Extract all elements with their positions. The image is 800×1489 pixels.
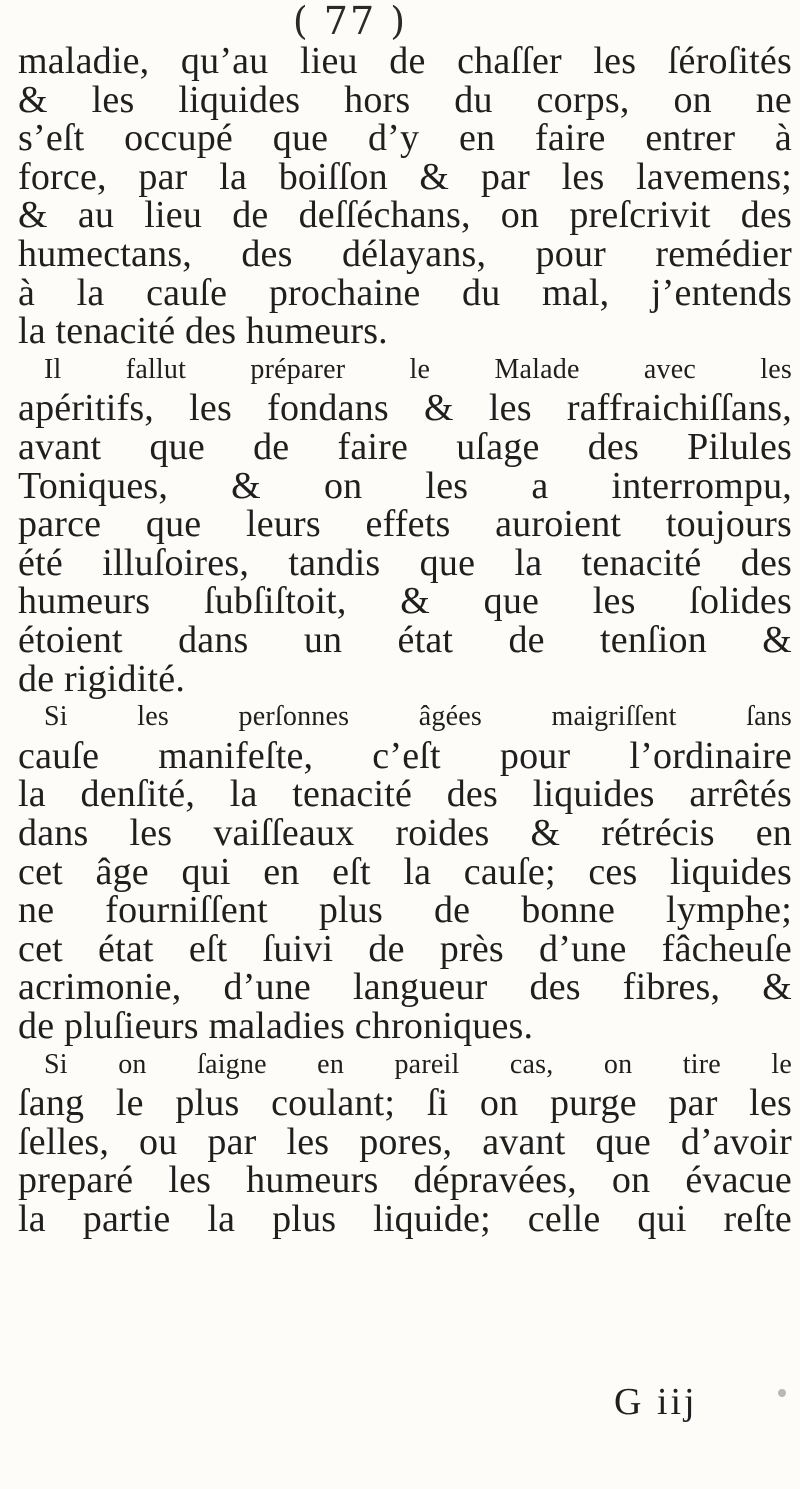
- text-line: acrimonie, d’une langueur des fibres, &: [18, 966, 792, 1009]
- text-line: ſang le plus coulant; ſi on purge par les: [18, 1082, 792, 1125]
- text-line: humeurs ſubſiſtoit, & que les ſolides: [18, 580, 792, 623]
- text-line: force, par la boiſſon & par les lavemens;: [18, 155, 792, 198]
- text-line: parce que leurs effets auroient toujours: [18, 503, 792, 546]
- text-line: étoient dans un état de tenſion &: [18, 619, 792, 661]
- text-line: de pluſieurs maladies chroniques.: [18, 1005, 534, 1047]
- text-line: s’eſt occupé que d’y en faire entrer à: [18, 117, 792, 160]
- text-line: Si les perſonnes âgées maigriſſent ſans: [44, 701, 792, 733]
- text-line: dans les vaiſſeaux roides & rétrécis en: [18, 812, 792, 854]
- text-line: preparé les humeurs dépravées, on évacue: [18, 1159, 792, 1202]
- text-line: ne fourniſſent plus de bonne lymphe;: [18, 889, 792, 932]
- text-line: la denſité, la tenacité des liquides arrêtés: [18, 773, 792, 816]
- text-line: humectans, des délayans, pour remédier: [18, 233, 792, 275]
- text-line: Si on ſaigne en pareil cas, on tire le: [44, 1048, 792, 1080]
- text-line: été illuſoires, tandis que la tenacité des: [18, 541, 792, 584]
- text-line: maladie, qu’au lieu de chaſſer les ſéroſités: [18, 40, 792, 82]
- text-line: avant que de faire uſage des Pilules: [18, 426, 792, 468]
- text-line: la tenacité des humeurs.: [18, 310, 388, 353]
- text-line: de rigidité.: [18, 657, 186, 700]
- text-line: la partie la plus liquide; celle qui reſte: [18, 1198, 792, 1240]
- page-number: ( 77 ): [292, 0, 408, 43]
- text-line: ſelles, ou par les pores, avant que d’avoir: [18, 1120, 792, 1163]
- ink-speck: [778, 1389, 786, 1397]
- text-line: apéritifs, les fondans & les raffraichiſſans,: [18, 387, 792, 430]
- text-line: & les liquides hors du corps, on ne: [18, 78, 792, 121]
- signature-mark: G iij: [614, 1381, 698, 1423]
- text-line: Toniques, & on les a interrompu,: [18, 464, 792, 507]
- text-line: cauſe manifeſte, c’eſt pour l’ordinaire: [18, 734, 792, 777]
- text-line: cet âge qui en eſt la cauſe; ces liquides: [18, 850, 792, 893]
- text-line: & au lieu de deſſéchans, on preſcrivit des: [18, 194, 792, 237]
- text-line: Il fallut préparer le Malade avec les: [44, 353, 792, 385]
- text-line: à la cauſe prochaine du mal, j’entends: [18, 271, 792, 314]
- text-line: cet état eſt ſuivi de près d’une fâcheuſe: [18, 927, 792, 970]
